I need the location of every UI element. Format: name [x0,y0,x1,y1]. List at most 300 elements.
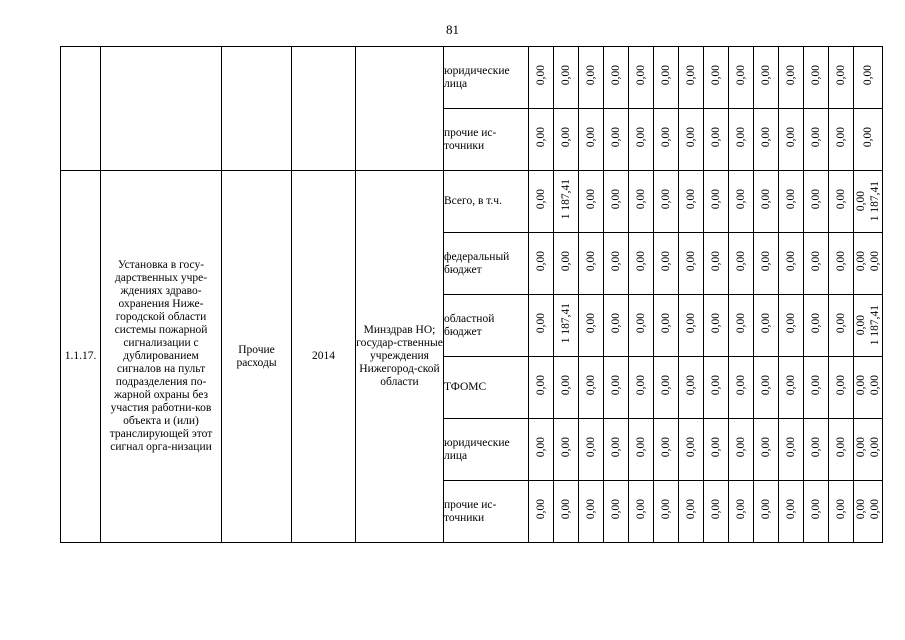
value-text: 0,00 [835,313,847,334]
value-stack [609,251,623,271]
value-text: 0,00 [710,189,722,210]
value-text: 0,00 [685,499,697,520]
value-cell [804,233,829,295]
value-cell [554,109,579,171]
value-cell [554,233,579,295]
value-text: 0,00 [810,375,822,396]
value-cell [679,109,704,171]
value-text: 0,00 [862,127,874,148]
value-text: 0,00 [810,65,822,86]
value-cell [679,233,704,295]
value-stack [759,437,773,457]
value-cell [579,481,604,543]
value-text: 0,00 [710,127,722,148]
value-cell [529,419,554,481]
value-cell [829,171,854,233]
value-cell [604,171,629,233]
value-stack [559,437,573,457]
value-cell [854,233,883,295]
value-cell [829,233,854,295]
empty-year-cell [292,47,356,171]
value-stack [584,189,598,209]
value-stack [584,313,598,333]
item-name: Установка в госу-дарственных учре-ждениях здраво-охранения Ниже-городской области системы пожарной сигнализации с дублированием сигналов на пульт подразделения по-жарной охраны без участия работни-ков объекта и (или) транслирующей этот сигнал орга-низации [101,171,222,543]
value-text: 0,00 [610,251,622,272]
value-text: 0,00 [869,499,881,520]
value-text: 0,00 [535,499,547,520]
value-text: 0,00 [610,127,622,148]
value-stack [684,499,698,519]
value-stack [809,189,823,209]
value-stack [634,313,648,333]
value-cell [854,481,883,543]
value-cell [679,419,704,481]
value-stack [834,437,848,457]
value-cell [604,233,629,295]
value-stack [834,499,848,519]
value-text: 0,00 [710,251,722,272]
value-stack [854,251,882,271]
funding-source-label: юридические лица [444,419,529,481]
table-row [61,47,883,109]
value-text: 0,00 [710,499,722,520]
value-cell [604,109,629,171]
value-cell [629,171,654,233]
budget-table [60,46,883,543]
value-cell [604,295,629,357]
value-stack [759,375,773,395]
value-text: 0,00 [855,315,867,336]
value-cell [779,481,804,543]
value-cell [804,109,829,171]
value-cell [604,481,629,543]
value-stack [854,499,882,519]
empty-executor-cell [356,47,444,171]
value-cell [854,47,883,109]
value-stack [584,375,598,395]
value-stack [634,437,648,457]
value-cell [529,481,554,543]
value-cell [529,109,554,171]
value-cell [729,481,754,543]
value-text: 0,00 [585,437,597,458]
value-cell [854,357,883,419]
value-cell [529,357,554,419]
value-cell [704,357,729,419]
value-text: 0,00 [635,65,647,86]
value-cell [704,47,729,109]
value-cell [754,357,779,419]
value-text: 0,00 [535,313,547,334]
value-cell [629,481,654,543]
value-cell [679,171,704,233]
value-cell [704,295,729,357]
value-cell [654,481,679,543]
value-text: 0,00 [835,127,847,148]
value-cell [579,295,604,357]
value-cell [529,171,554,233]
item-number: 1.1.17. [61,171,101,543]
value-stack [534,313,548,333]
value-cell [629,109,654,171]
value-cell [854,171,883,233]
value-cell [679,481,704,543]
value-text: 0,00 [810,127,822,148]
value-text: 0,00 [610,375,622,396]
value-text: 0,00 [585,127,597,148]
value-stack [659,375,673,395]
value-text: 0,00 [585,313,597,334]
value-text: 0,00 [635,437,647,458]
value-text: 0,00 [785,375,797,396]
value-text: 0,00 [610,437,622,458]
value-stack [809,499,823,519]
value-text: 0,00 [535,437,547,458]
value-stack [709,499,723,519]
value-text: 0,00 [785,189,797,210]
value-cell [754,233,779,295]
value-text: 0,00 [835,65,847,86]
value-stack [784,499,798,519]
value-cell [654,419,679,481]
value-text: 0,00 [610,499,622,520]
value-stack [784,375,798,395]
value-text: 1 187,41 [869,181,881,222]
item-executor: Минздрав НО; государ-ственные учреждения Нижегород-ской области [356,171,444,543]
value-cell [704,171,729,233]
value-cell [704,419,729,481]
value-cell [579,357,604,419]
value-text: 0,00 [785,251,797,272]
value-text: 0,00 [760,189,772,210]
value-text: 1 187,41 [560,303,572,344]
value-text: 0,00 [855,375,867,396]
value-text: 0,00 [685,189,697,210]
value-cell [729,295,754,357]
value-cell [579,233,604,295]
value-text: 0,00 [760,437,772,458]
value-cell [529,47,554,109]
value-cell [704,109,729,171]
value-stack [659,189,673,209]
value-text: 0,00 [835,251,847,272]
value-stack [684,313,698,333]
value-text: 0,00 [835,499,847,520]
value-stack [854,305,882,345]
value-stack [634,251,648,271]
funding-source-label: Всего, в т.ч. [444,171,529,233]
value-text: 0,00 [535,65,547,86]
funding-source-label: федеральный бюджет [444,233,529,295]
value-stack [559,375,573,395]
value-text: 0,00 [710,65,722,86]
value-cell [804,171,829,233]
value-cell [779,295,804,357]
value-stack [759,189,773,209]
value-stack [734,313,748,333]
value-text: 0,00 [735,189,747,210]
value-text: 0,00 [735,65,747,86]
value-cell [679,295,704,357]
value-stack [734,251,748,271]
value-text: 0,00 [685,375,697,396]
value-cell [629,233,654,295]
value-text: 0,00 [560,375,572,396]
value-cell [729,109,754,171]
value-cell [854,295,883,357]
value-text: 0,00 [660,313,672,334]
value-cell [779,109,804,171]
value-stack [834,251,848,271]
value-stack [784,189,798,209]
value-text: 0,00 [835,437,847,458]
value-stack [709,251,723,271]
value-stack [534,189,548,209]
value-stack [834,313,848,333]
value-text: 0,00 [735,437,747,458]
value-stack [834,189,848,209]
value-text: 0,00 [610,189,622,210]
value-stack [854,375,882,395]
value-stack [684,437,698,457]
value-text: 0,00 [660,499,672,520]
value-text: 0,00 [810,251,822,272]
value-text: 0,00 [560,437,572,458]
value-stack [734,499,748,519]
value-cell [779,233,804,295]
value-stack [834,375,848,395]
value-text: 0,00 [855,499,867,520]
funding-source-label: прочие ис-точники [444,481,529,543]
value-text: 0,00 [560,251,572,272]
table-row [61,171,883,233]
value-stack [684,375,698,395]
value-text: 0,00 [685,437,697,458]
value-text: 0,00 [660,375,672,396]
value-cell [554,171,579,233]
value-stack [759,499,773,519]
value-text: 0,00 [610,313,622,334]
value-text: 0,00 [535,189,547,210]
value-cell [579,109,604,171]
value-text: 0,00 [660,251,672,272]
value-cell [829,481,854,543]
value-cell [679,357,704,419]
value-cell [579,171,604,233]
value-text: 0,00 [560,499,572,520]
page-number: 81 [446,22,459,37]
value-cell [829,357,854,419]
value-text: 0,00 [635,499,647,520]
item-year: 2014 [292,171,356,543]
value-stack [684,251,698,271]
value-text: 0,00 [660,437,672,458]
value-text: 0,00 [535,251,547,272]
funding-source-label: прочие ис-точники [444,109,529,171]
expense-type: Прочие расходы [222,171,292,543]
value-stack [784,437,798,457]
value-cell [554,419,579,481]
value-text: 0,00 [585,189,597,210]
value-stack [584,251,598,271]
value-text: 0,00 [855,437,867,458]
value-cell [829,295,854,357]
value-stack [659,499,673,519]
value-cell [579,47,604,109]
value-cell [804,47,829,109]
empty-expense-cell [222,47,292,171]
value-stack [659,437,673,457]
value-stack [609,189,623,209]
value-text: 0,00 [685,313,697,334]
value-cell [604,419,629,481]
value-text: 0,00 [760,251,772,272]
value-text: 0,00 [760,375,772,396]
value-stack [609,313,623,333]
value-text: 0,00 [585,65,597,86]
value-stack [709,375,723,395]
value-cell [779,419,804,481]
value-stack [709,189,723,209]
funding-source-label: областной бюджет [444,295,529,357]
value-text: 0,00 [660,189,672,210]
value-cell [554,47,579,109]
value-text: 0,00 [685,65,697,86]
value-cell [654,295,679,357]
value-stack [559,251,573,271]
value-text: 0,00 [785,65,797,86]
value-text: 0,00 [660,65,672,86]
funding-source-label: ТФОМС [444,357,529,419]
value-cell [754,419,779,481]
value-stack [709,313,723,333]
value-cell [654,233,679,295]
value-cell [754,109,779,171]
value-stack [609,437,623,457]
value-stack [809,313,823,333]
value-text: 0,00 [869,251,881,272]
value-text: 0,00 [810,189,822,210]
value-stack [709,437,723,457]
value-cell [804,357,829,419]
value-text: 0,00 [855,191,867,212]
funding-source-label: юридические лица [444,47,529,109]
value-text: 0,00 [810,499,822,520]
value-text: 0,00 [810,313,822,334]
value-text: 1 187,41 [869,305,881,346]
value-cell [729,233,754,295]
value-cell [754,481,779,543]
value-stack [809,375,823,395]
value-stack [659,251,673,271]
value-stack [809,251,823,271]
value-text: 0,00 [635,313,647,334]
value-cell [729,171,754,233]
value-cell [854,109,883,171]
value-stack [584,499,598,519]
value-text: 0,00 [660,127,672,148]
value-cell [729,47,754,109]
value-stack [784,313,798,333]
value-stack [759,313,773,333]
value-cell [804,295,829,357]
value-text: 0,00 [710,437,722,458]
value-stack [659,313,673,333]
value-text: 0,00 [855,251,867,272]
value-cell [654,109,679,171]
value-text: 0,00 [535,375,547,396]
value-cell [554,357,579,419]
value-text: 0,00 [785,499,797,520]
value-cell [579,419,604,481]
value-stack [559,179,573,219]
value-stack [534,251,548,271]
value-cell [829,109,854,171]
value-cell [654,47,679,109]
value-text: 0,00 [810,437,822,458]
value-stack [734,375,748,395]
value-text: 0,00 [735,375,747,396]
value-stack [584,437,598,457]
value-text: 1 187,41 [560,179,572,220]
value-text: 0,00 [710,375,722,396]
value-text: 0,00 [760,499,772,520]
value-stack [609,375,623,395]
value-cell [804,419,829,481]
value-text: 0,00 [735,313,747,334]
value-cell [779,47,804,109]
value-stack [759,251,773,271]
value-text: 0,00 [869,375,881,396]
value-cell [629,419,654,481]
value-cell [779,171,804,233]
value-stack [609,499,623,519]
value-stack [684,189,698,209]
value-cell [629,295,654,357]
value-text: 0,00 [560,65,572,86]
value-text: 0,00 [585,375,597,396]
value-text: 0,00 [869,437,881,458]
value-cell [654,357,679,419]
value-cell [754,171,779,233]
value-cell [804,481,829,543]
value-text: 0,00 [535,127,547,148]
value-cell [604,47,629,109]
value-cell [629,47,654,109]
value-stack [784,251,798,271]
value-text: 0,00 [835,375,847,396]
value-text: 0,00 [760,127,772,148]
value-cell [704,481,729,543]
value-cell [829,47,854,109]
value-cell [529,295,554,357]
value-cell [854,419,883,481]
value-cell [829,419,854,481]
value-stack [809,437,823,457]
value-stack [634,189,648,209]
value-stack [634,375,648,395]
value-cell [554,295,579,357]
value-stack [854,181,882,221]
value-cell [554,481,579,543]
value-text: 0,00 [785,127,797,148]
value-cell [654,171,679,233]
empty-name-cell [101,47,222,171]
value-cell [704,233,729,295]
empty-number-cell [61,47,101,171]
value-cell [679,47,704,109]
value-text: 0,00 [862,65,874,86]
